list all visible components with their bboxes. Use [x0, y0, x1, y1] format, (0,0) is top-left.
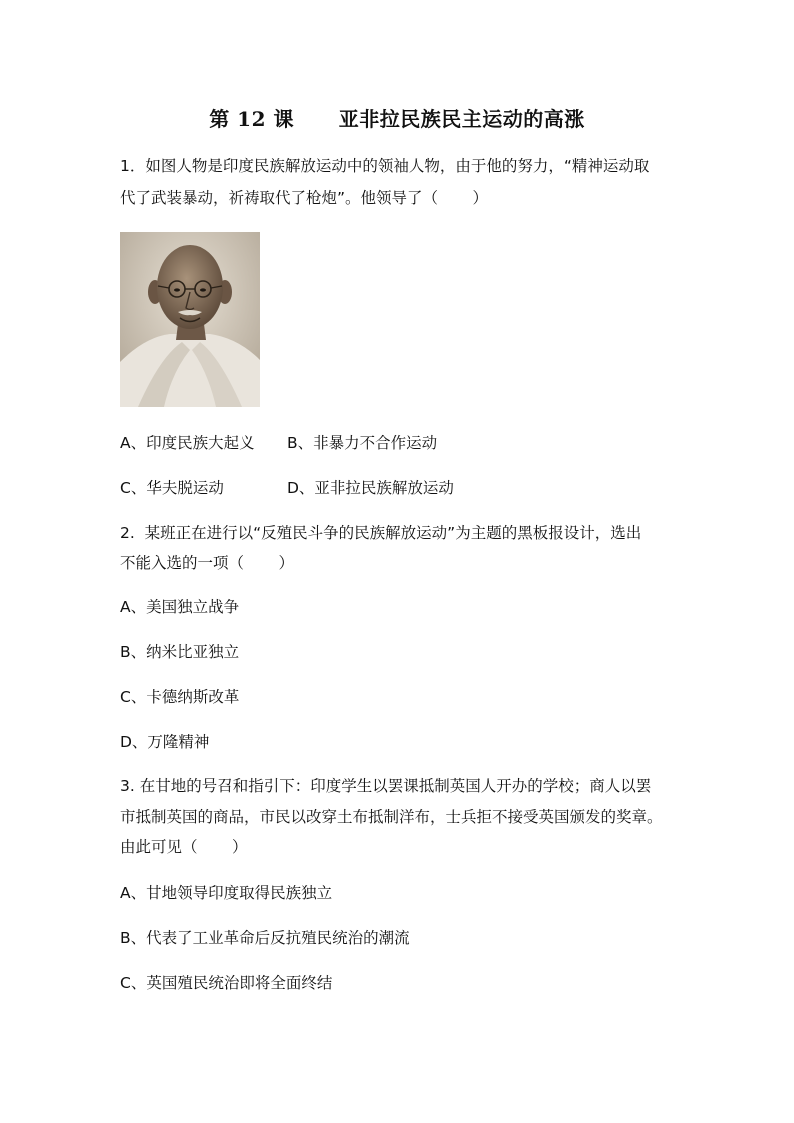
question-3-text-line2: 市抵制英国的商品，市民以改穿土布抵制洋布，士兵拒不接受英国颁发的奖章。: [120, 808, 663, 826]
question-2-text-line2: 不能入选的一项（ ）: [120, 554, 294, 572]
q1-option-d[interactable]: D、亚非拉民族解放运动: [287, 479, 454, 497]
q1-option-c[interactable]: C、华夫脱运动: [120, 479, 224, 497]
q2-option-a[interactable]: A、美国独立战争: [120, 598, 240, 616]
q2-option-c[interactable]: C、卡德纳斯改革: [120, 688, 240, 706]
q2-option-b[interactable]: B、纳米比亚独立: [120, 643, 240, 661]
question-1-text-line1: 1．如图人物是印度民族解放运动中的领袖人物，由于他的努力，“精神运动取: [120, 157, 650, 175]
q1-option-b[interactable]: B、非暴力不合作运动: [287, 434, 438, 452]
q2-option-d[interactable]: D、万隆精神: [120, 733, 210, 751]
question-2-text-line1: 2. 某班正在进行以“反殖民斗争的民族解放运动”为主题的黑板报设计，选出: [120, 524, 642, 542]
q3-option-c[interactable]: C、英国殖民统治即将全面终结: [120, 974, 333, 992]
question-1-text-line2: 代了武装暴动，祈祷取代了枪炮”。他领导了（ ）: [120, 189, 489, 207]
lesson-title: 第 12 课 亚非拉民族民主运动的高涨: [209, 107, 585, 131]
question-3-text-line3: 由此可见（ ）: [120, 838, 248, 856]
q1-option-a[interactable]: A、印度民族大起义: [120, 434, 255, 452]
question-3-text-line1: 3. 在甘地的号召和指引下：印度学生以罢课抵制英国人开办的学校；商人以罢: [120, 777, 652, 795]
q3-option-b[interactable]: B、代表了工业革命后反抗殖民统治的潮流: [120, 929, 410, 947]
q3-option-a[interactable]: A、甘地领导印度取得民族独立: [120, 884, 333, 902]
portrait-photo: [120, 232, 260, 407]
